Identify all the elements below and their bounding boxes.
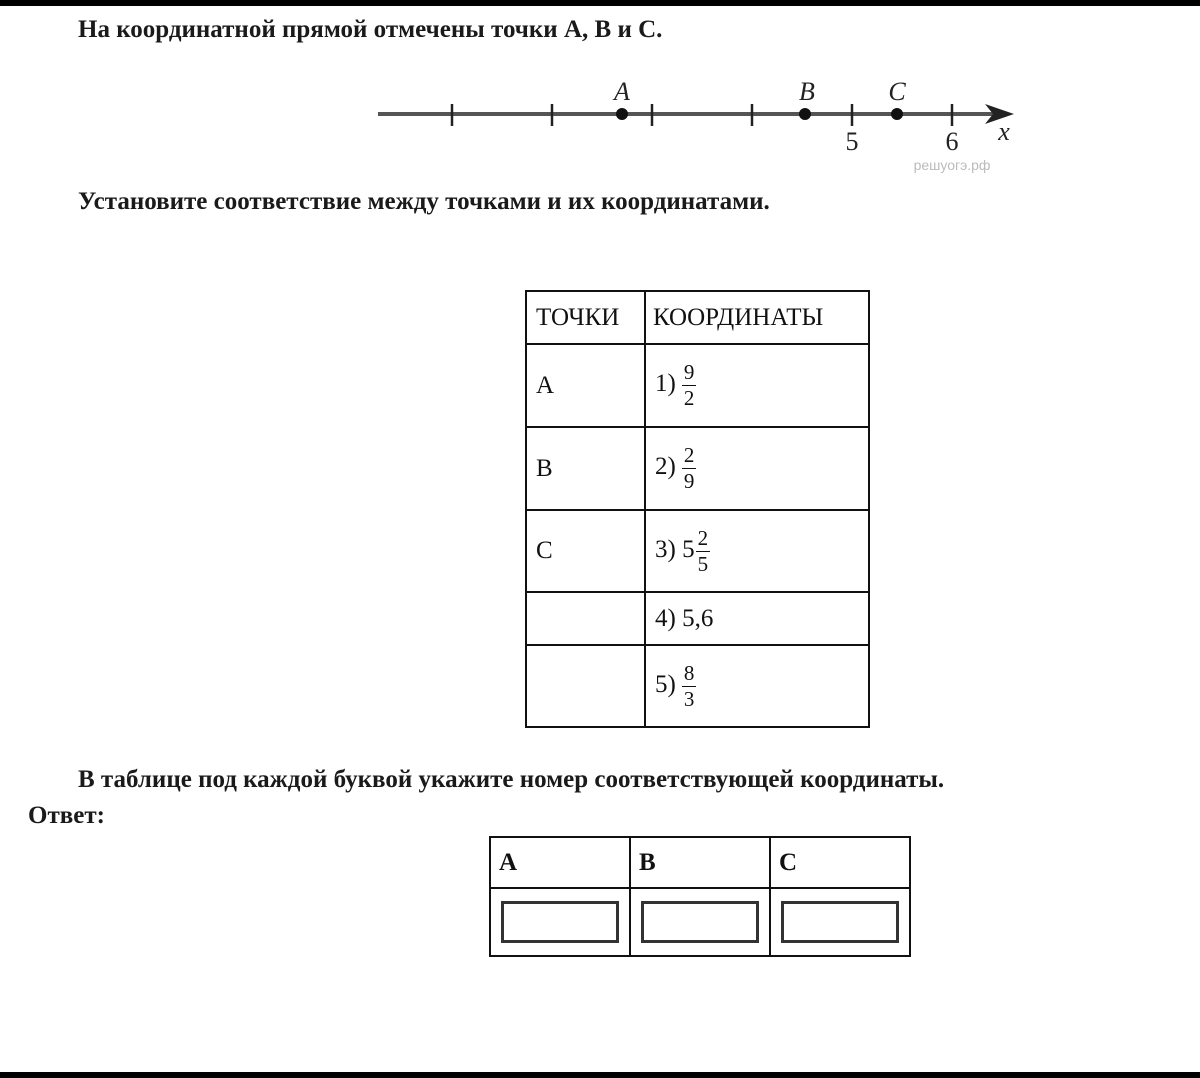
bottom-border xyxy=(0,1072,1200,1078)
answer-header-c: C xyxy=(770,837,910,888)
answer-label: Ответ: xyxy=(28,802,105,829)
option-2: 2) $\frac{2}{9}$ xyxy=(645,427,869,510)
answer-input-c[interactable] xyxy=(781,901,899,943)
point-a xyxy=(616,108,628,120)
point-cell: C xyxy=(526,510,645,592)
empty-cell xyxy=(526,645,645,727)
intro-text: На координатной прямой отмечены точки A, B и C. xyxy=(78,16,663,43)
watermark: решуогэ.рф xyxy=(913,157,991,173)
number-line xyxy=(0,60,1200,176)
option-4: 4) 5,6 xyxy=(645,592,869,645)
option-1: 1) $\frac{9}{2}$ xyxy=(645,344,869,427)
option-3: 3) 5 $\frac{2}{5}$ xyxy=(645,510,869,592)
point-cell: B xyxy=(526,427,645,510)
point-b-label: B xyxy=(799,77,815,106)
instruction-text: Установите соответствие между точками и их координатами. xyxy=(78,188,770,215)
point-cell: A xyxy=(526,344,645,427)
point-b xyxy=(799,108,811,120)
matching-table xyxy=(525,290,870,728)
answer-input-a[interactable] xyxy=(501,901,619,943)
tick-label-5: 5 xyxy=(845,127,859,156)
header-points: ТОЧКИ xyxy=(526,291,645,344)
top-border xyxy=(0,0,1200,6)
answer-input-b[interactable] xyxy=(641,901,759,943)
header-coordinates: КООРДИНАТЫ xyxy=(645,291,869,344)
axis-label: x xyxy=(998,117,1010,146)
answer-header-a: A xyxy=(490,837,630,888)
empty-cell xyxy=(526,592,645,645)
point-c-label: C xyxy=(888,77,906,106)
point-c xyxy=(891,108,903,120)
point-a-label: A xyxy=(614,77,630,106)
tick-label-6: 6 xyxy=(945,127,959,156)
answer-header-b: B xyxy=(630,837,770,888)
answer-prompt: В таблице под каждой буквой укажите номер соответствующей координаты. xyxy=(78,766,945,793)
answer-table xyxy=(489,836,911,957)
option-5: 5) $\frac{8}{3}$ xyxy=(645,645,869,727)
